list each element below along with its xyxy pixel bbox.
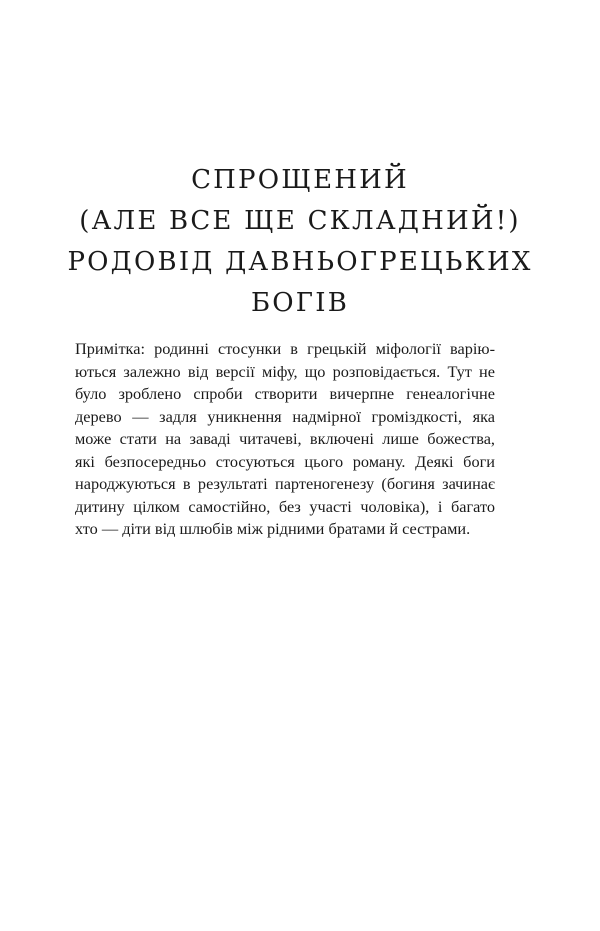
note-line: може стати на заваді читачеві, включені лише божества, — [75, 429, 495, 448]
note-line: дерево — задля уникнення надмірної громіздкості, яка — [75, 406, 495, 426]
note-line: ються залежно від версії міфу, що розповідається. Тут не — [75, 361, 495, 381]
note-line: було зроблено спроби створити вичерпне генеалогічне — [75, 384, 495, 403]
note-line: дитину цілком самостійно, без участі чоловіка), і багато — [75, 496, 495, 516]
note-line: хто — діти від шлюбів між рідними братами й сестрами. — [75, 519, 471, 538]
title-line: РОДОВІД ДАВНЬОГРЕЦЬКИХ — [67, 247, 533, 277]
note-paragraph — [75, 338, 495, 541]
title-line: БОГІВ — [250, 288, 349, 318]
note-line: які безпосередньо стосуються цього роману. Деякі боги — [75, 451, 495, 471]
title-line: СПРОЩЕНИЙ — [191, 165, 409, 195]
note-line: Примітка: родинні стосунки в грецькій міфології варію- — [75, 339, 495, 358]
note-line: народжуються в результаті партеногенезу (богиня зачинає — [75, 474, 495, 493]
title-line: (АЛЕ ВСЕ ЩЕ СКЛАДНИЙ!) — [79, 206, 521, 236]
page-title — [60, 160, 540, 324]
